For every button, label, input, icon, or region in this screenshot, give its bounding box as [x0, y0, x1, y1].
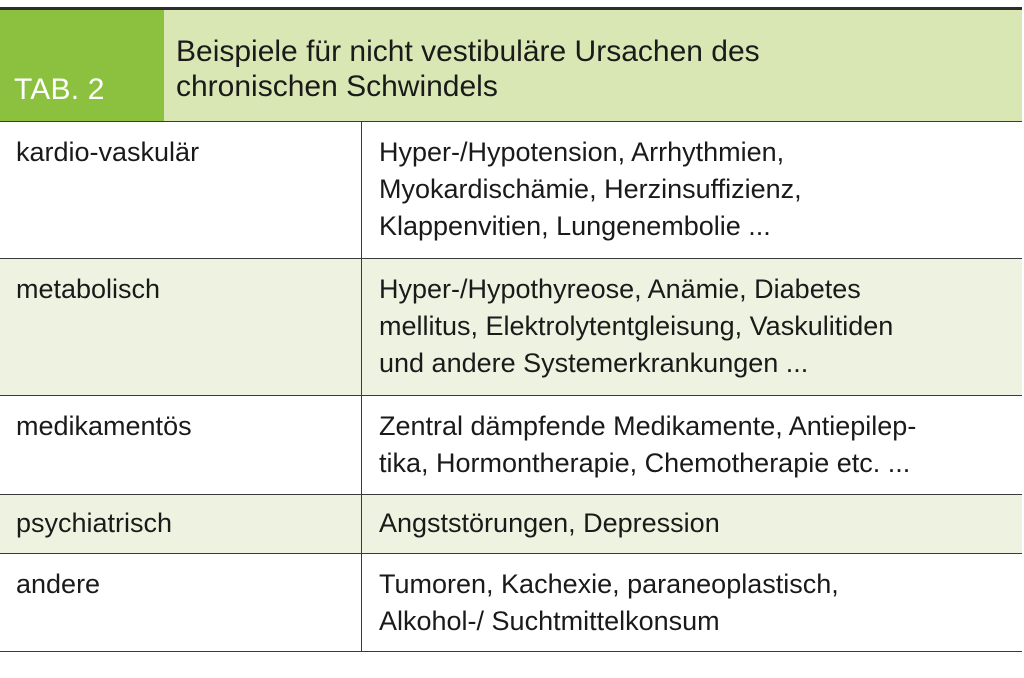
examples-line: Alkohol-/ Suchtmittelkonsum — [379, 606, 720, 636]
category-cell — [0, 259, 362, 395]
category-label: metabolisch — [16, 274, 161, 304]
table-title — [176, 34, 1006, 104]
category-label: andere — [16, 569, 101, 599]
examples-line: Zentral dämpfende Medikamente, Antiepilep- — [379, 411, 917, 441]
table-row — [0, 554, 1022, 652]
examples-cell — [362, 554, 1022, 651]
examples-line: Angststörungen, Depression — [379, 508, 720, 538]
table-row — [0, 396, 1022, 495]
category-cell — [0, 495, 362, 553]
category-cell — [0, 396, 362, 494]
table-header — [0, 7, 1022, 121]
category-label: medikamentös — [16, 411, 192, 441]
examples-line: Hyper-/Hypotension, Arrhythmien, — [379, 137, 785, 167]
tab-number-cell — [0, 10, 164, 121]
tab-number-label: TAB. 2 — [14, 73, 105, 106]
examples-cell — [362, 495, 1022, 553]
examples-line: Hyper-/Hypothyreose, Anämie, Diabetes — [379, 274, 861, 304]
table-title-cell — [164, 10, 1022, 121]
examples-line: tika, Hormontherapie, Chemotherapie etc. ... — [379, 448, 911, 478]
category-label: psychiatrisch — [16, 508, 173, 538]
table-row — [0, 122, 1022, 259]
examples-line: und andere Systemerkrankungen ... — [379, 348, 809, 378]
category-cell — [0, 554, 362, 651]
category-label: kardio-vaskulär — [16, 137, 200, 167]
table-title-line-2: chronischen Schwindels — [176, 70, 498, 103]
category-cell — [0, 122, 362, 258]
examples-line: Myokardischämie, Herzinsuffizienz, — [379, 174, 802, 204]
table-row — [0, 259, 1022, 396]
examples-cell — [362, 259, 1022, 395]
examples-line: mellitus, Elektrolytentgleisung, Vaskulitiden — [379, 311, 894, 341]
examples-cell — [362, 122, 1022, 258]
examples-line: Klappenvitien, Lungenembolie ... — [379, 211, 771, 241]
examples-cell — [362, 396, 1022, 494]
causes-table — [0, 121, 1022, 652]
table-title-line-1: Beispiele für nicht vestibuläre Ursachen des — [176, 35, 760, 68]
table-row — [0, 495, 1022, 554]
examples-line: Tumoren, Kachexie, paraneoplastisch, — [379, 569, 839, 599]
